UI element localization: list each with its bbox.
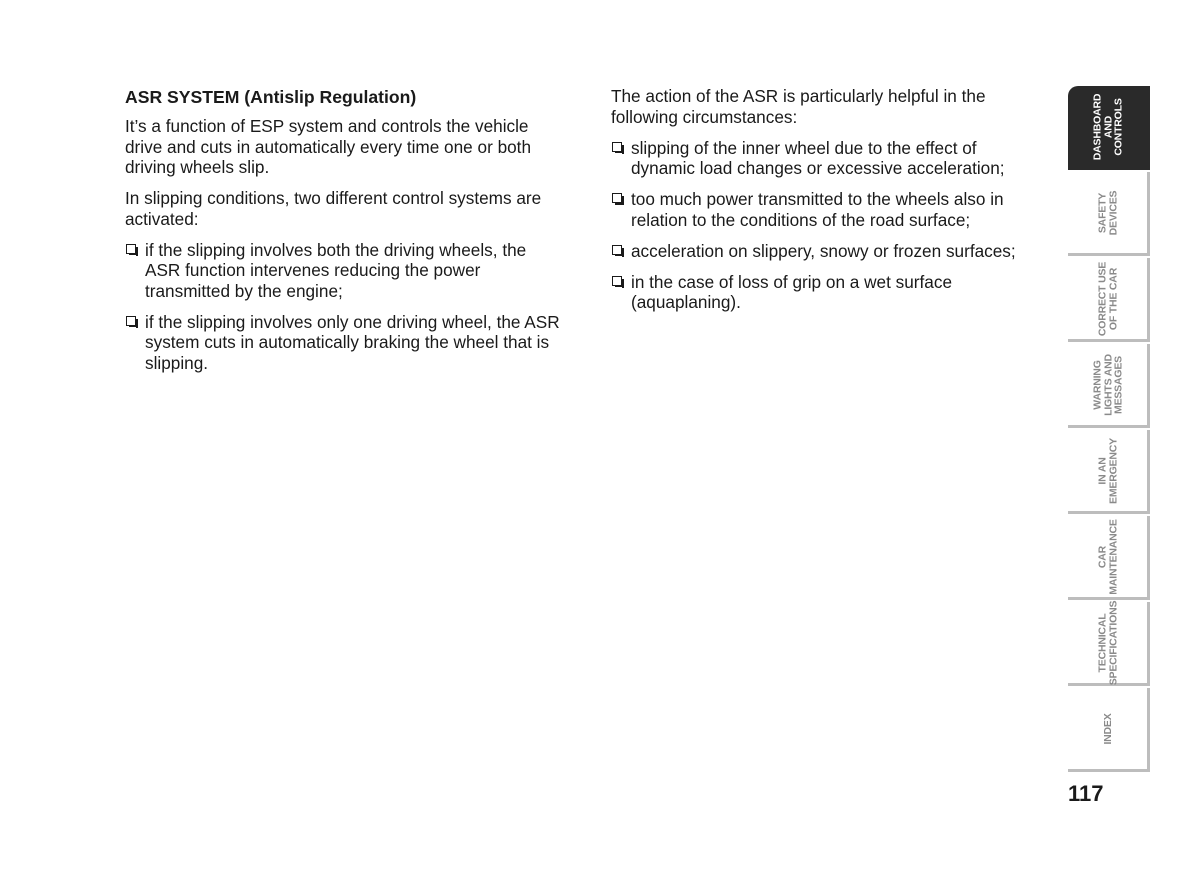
list-item-text: acceleration on slippery, snowy or frozen surfaces; [631,240,1016,261]
paragraph: It’s a function of ESP system and controls the vehicle drive and cuts in automatically every time one or both driving wheels slip. [125,116,532,177]
tab-index[interactable] [1068,688,1150,772]
bullet-list [125,240,565,374]
checkbox-bullet-icon [612,245,622,255]
list-item [611,138,1043,179]
list-item [611,241,1043,262]
tab-in-an-emergency[interactable] [1068,430,1150,514]
list-item [125,312,565,374]
tab-warning-lights-and-messages[interactable] [1068,344,1150,428]
checkbox-bullet-icon [612,142,622,152]
list-item-text: slipping of the inner wheel due to the effect of dynamic load changes or excessive acceleration; [631,137,1005,178]
bullet-list [611,138,1043,313]
tab-label: SAFETY DEVICES [1096,190,1119,235]
tab-label: DASHBOARD AND CONTROLS [1090,93,1124,160]
tab-label: CORRECT USE OF THE CAR [1096,261,1119,336]
tab-label: IN AN EMERGENCY [1096,437,1119,504]
list-item [611,189,1043,230]
list-item [611,272,1043,313]
list-item-text: if the slipping involves both the driving wheels, the ASR function intervenes reducing the power transmitted by the engine; [145,239,527,301]
section-heading: ASR SYSTEM (Antislip Regulation) [125,87,417,107]
tab-label: INDEX [1101,712,1114,745]
checkbox-bullet-icon [126,244,136,254]
tab-correct-use-of-the-car[interactable] [1068,258,1150,342]
list-item-text: in the case of loss of grip on a wet surface (aquaplaning). [631,271,953,312]
tab-technical-specifications[interactable] [1068,602,1150,686]
left-column [125,86,565,384]
paragraph: The action of the ASR is particularly helpful in the following circumstances: [611,86,986,127]
tab-label: TECHNICAL SPECIFICATIONS [1096,600,1119,685]
chapter-tabs [1068,86,1150,774]
checkbox-bullet-icon [612,193,622,203]
list-item-text: if the slipping involves only one driving wheel, the ASR system cuts in automatically braking the wheel that is slipping. [145,311,560,373]
list-item [125,240,565,302]
tab-label: CAR MAINTENANCE [1096,518,1119,595]
tab-dashboard-and-controls[interactable] [1068,86,1150,170]
page-number: 117 [1068,781,1104,806]
right-column [611,86,1043,323]
checkbox-bullet-icon [612,276,622,286]
tab-car-maintenance[interactable] [1068,516,1150,600]
paragraph: In slipping conditions, two different control systems are activated: [125,188,542,229]
tab-label: WARNING LIGHTS AND MESSAGES [1090,353,1124,416]
tab-safety-devices[interactable] [1068,172,1150,256]
list-item-text: too much power transmitted to the wheels also in relation to the conditions of the road surface; [631,189,1004,230]
checkbox-bullet-icon [126,316,136,326]
